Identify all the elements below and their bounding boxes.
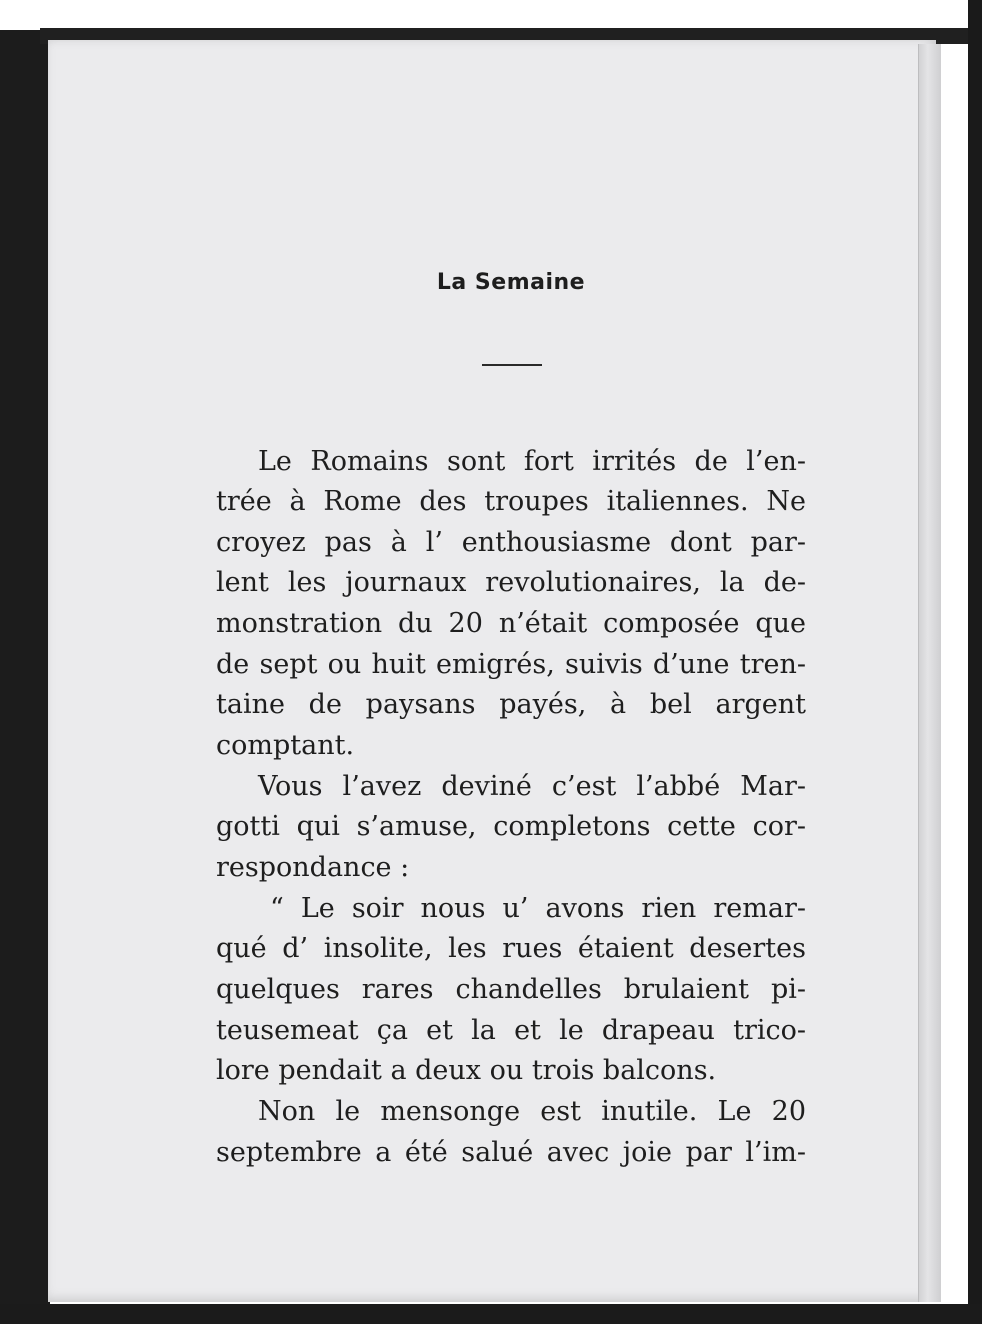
scan-border-left — [0, 30, 50, 1310]
text-line: trée à Rome des troupes italiennes. Ne — [216, 486, 806, 517]
text-line: taine de paysans payés, à bel argent — [216, 689, 806, 720]
text-line: lent les journaux revolutionaires, la de- — [216, 567, 806, 598]
scan-border-right — [968, 0, 982, 1324]
text-line: qué d’ insolite, les rues étaient desertes — [216, 933, 806, 964]
scan-border-bottom — [0, 1304, 982, 1324]
text-line: gotti qui s’amuse, completons cette cor- — [216, 811, 806, 842]
page-edge — [918, 44, 941, 1302]
text-line: “ Le soir nous u’ avons rien remar- — [270, 893, 806, 924]
title-rule — [482, 364, 542, 366]
page-title: La Semaine — [436, 270, 586, 295]
text-line: Vous l’avez deviné c’est l’abbé Mar- — [258, 771, 806, 802]
text-line: respondance : — [216, 852, 410, 883]
text-line: comptant. — [216, 730, 355, 761]
text-line: Non le mensonge est inutile. Le 20 — [258, 1096, 806, 1127]
text-line: de sept ou huit emigrés, suivis d’une tren- — [216, 649, 806, 680]
text-line: croyez pas à l’ enthousiasme dont par- — [216, 527, 806, 558]
text-line: Le Romains sont fort irrités de l’en- — [258, 446, 806, 477]
text-line: lore pendait a deux ou trois balcons. — [216, 1055, 717, 1086]
text-line: septembre a été salué avec joie par l’im- — [216, 1137, 806, 1168]
text-line: teusemeat ça et la et le drapeau trico- — [216, 1015, 806, 1046]
text-line: quelques rares chandelles brulaient pi- — [216, 974, 806, 1005]
text-line: monstration du 20 n’était composée que — [216, 608, 806, 639]
